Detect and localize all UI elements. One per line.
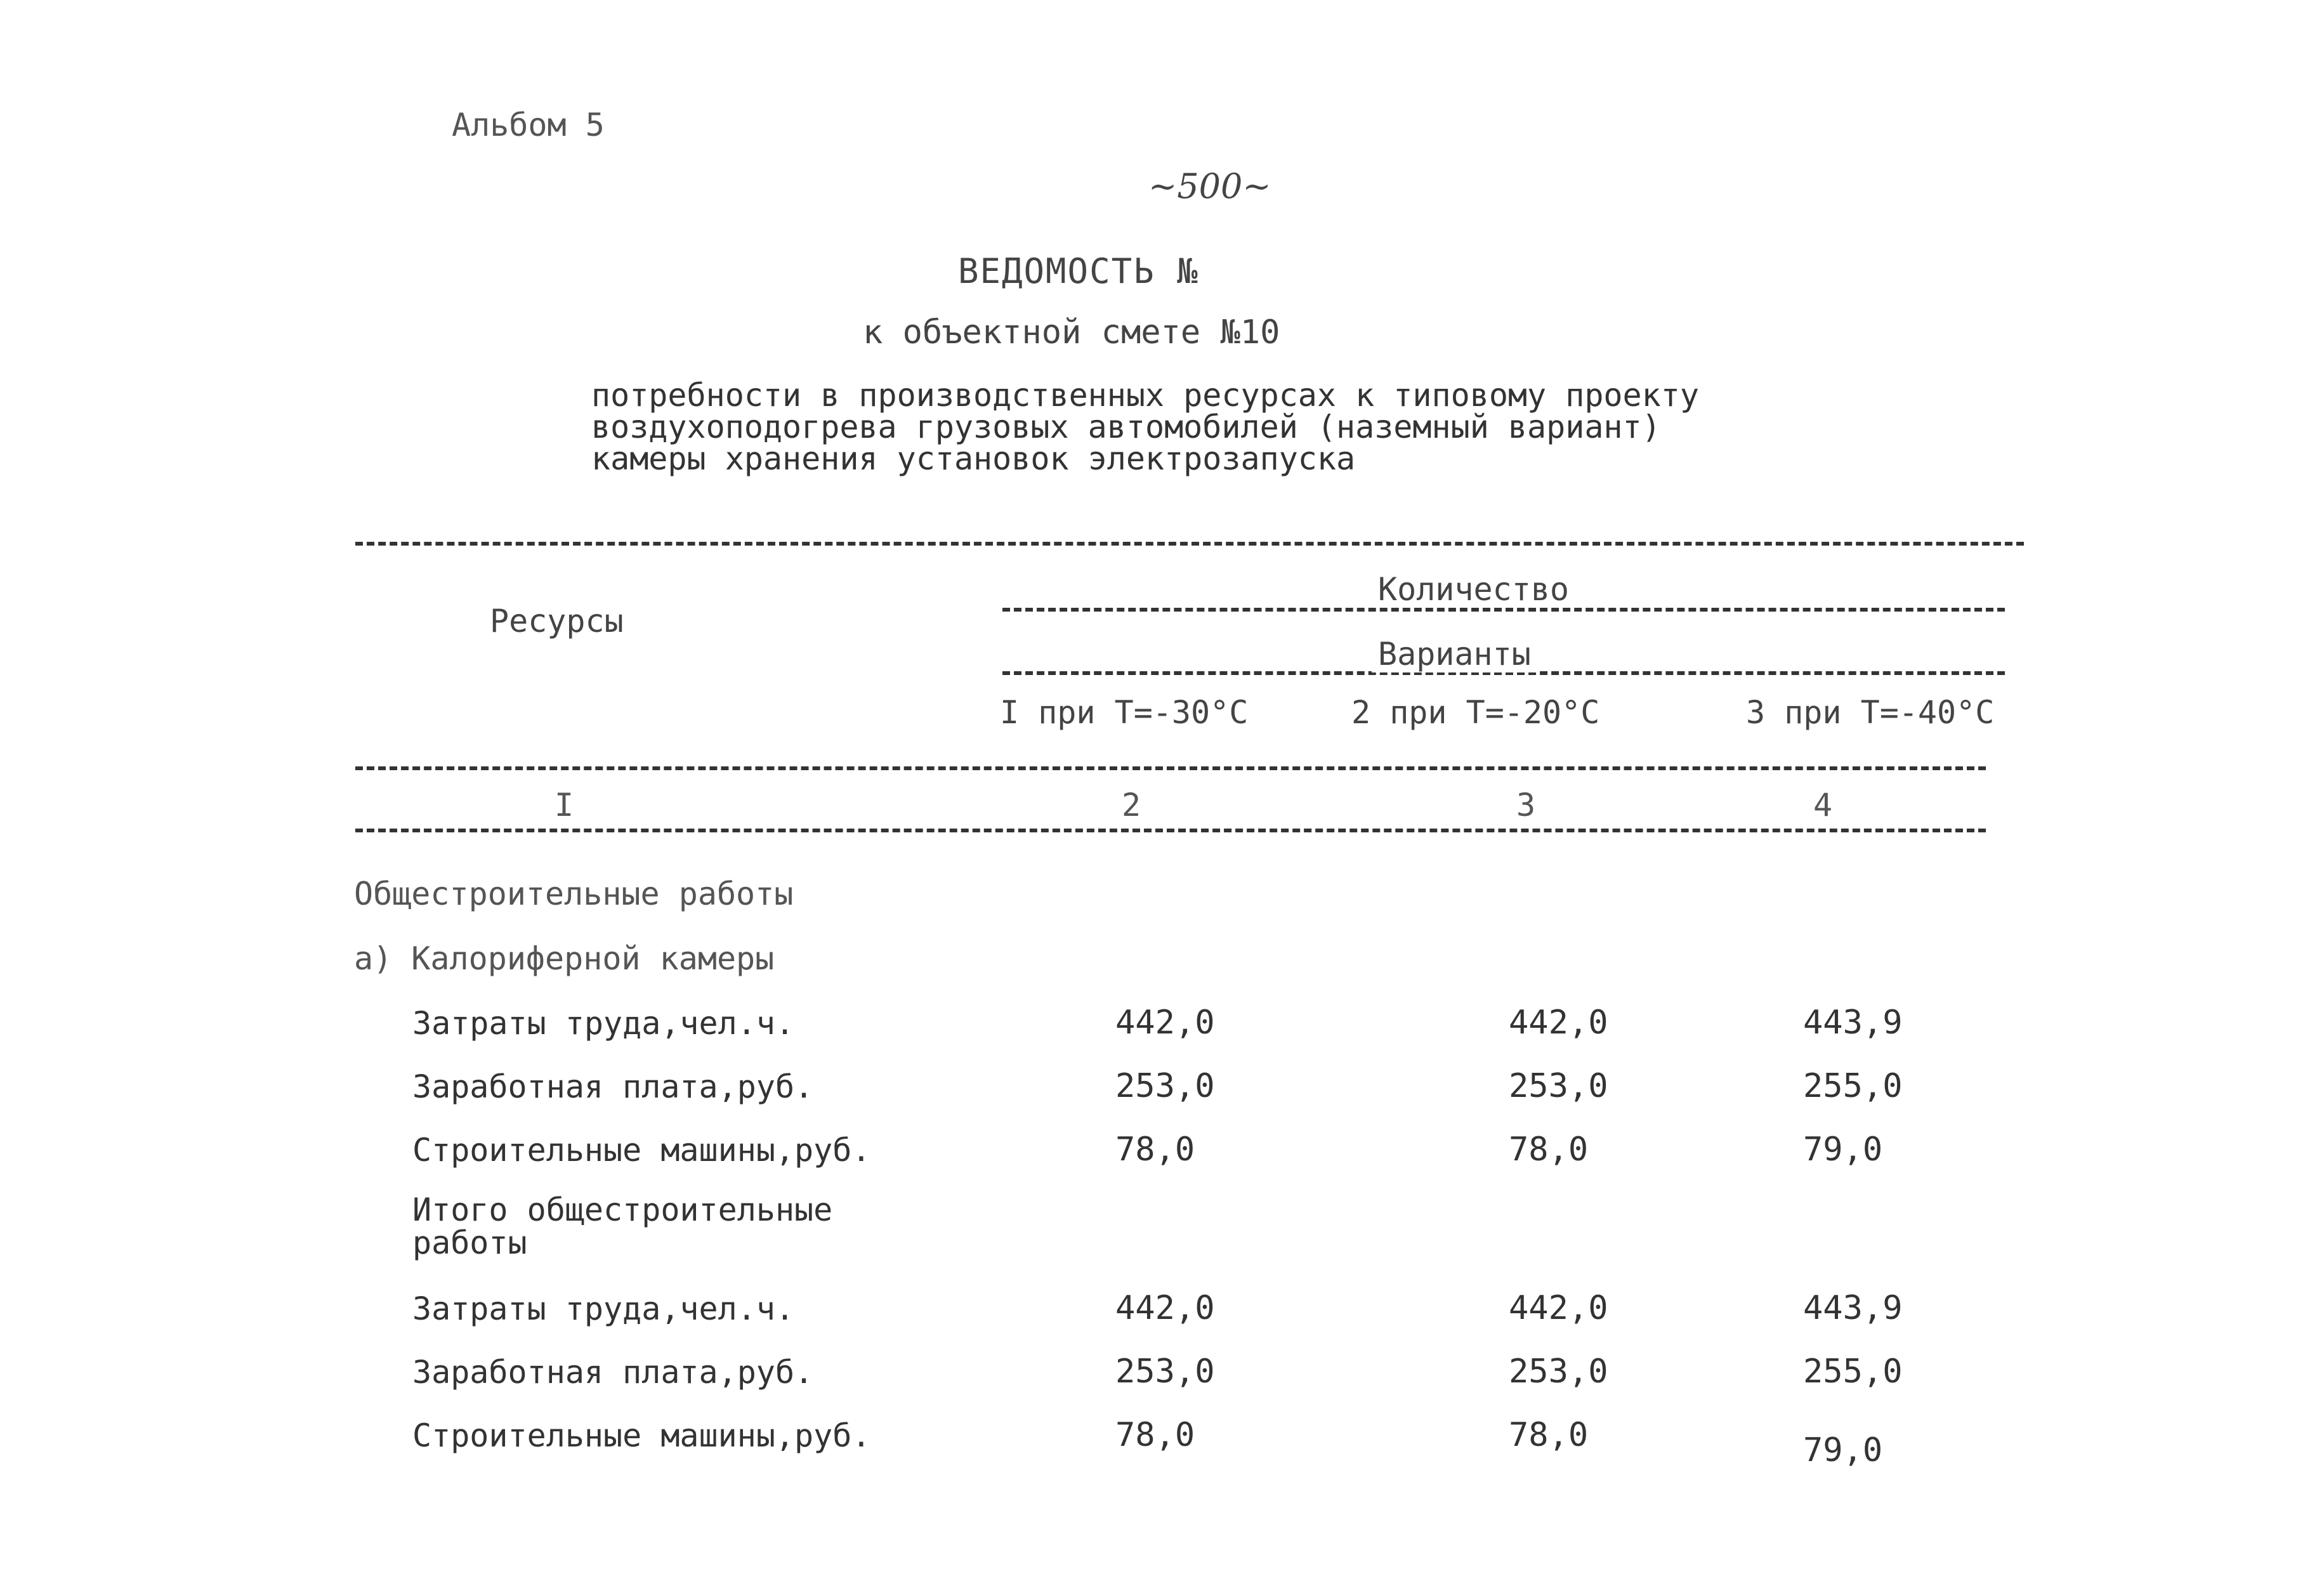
quantity-header: Количество [1372, 571, 1575, 608]
variant-1-label: I при Т=-30 [1000, 694, 1211, 731]
row-value-variant-2: 442,0 [1509, 1289, 1608, 1327]
resources-header: Ресурсы [490, 603, 624, 639]
row-value-variant-3: 79,0 [1803, 1431, 1883, 1469]
variant-2-header [1351, 694, 1599, 731]
row-value-variant-1: 78,0 [1115, 1131, 1195, 1169]
variant-1-unit: °С [1210, 694, 1249, 731]
column-number-3: 3 [1511, 787, 1540, 823]
document-title: ВЕДОМОСТЬ № [958, 251, 1199, 291]
variant-3-label: 3 при Т=-40 [1746, 694, 1957, 731]
description-line-1: потребности в производственных ресурсах к типовому проекту [591, 377, 1699, 414]
row-value-variant-1: 253,0 [1115, 1353, 1215, 1391]
estimate-reference: к объектной смете №10 [863, 313, 1280, 351]
album-label: Альбом 5 [452, 107, 605, 143]
row-value-variant-3: 255,0 [1803, 1353, 1903, 1391]
row-value-variant-3: 79,0 [1803, 1131, 1883, 1169]
row-value-variant-2: 442,0 [1509, 1004, 1608, 1042]
row-label: Затраты труда,чел.ч. [412, 1290, 795, 1327]
column-number-2: 2 [1117, 787, 1146, 823]
subsection-title: а) Калориферной камеры [354, 940, 775, 977]
row-value-variant-2: 253,0 [1509, 1353, 1608, 1391]
row-value-variant-1: 442,0 [1115, 1004, 1215, 1042]
header-bottom-rule [355, 766, 1986, 770]
description-line-3: камеры хранения установок электрозапуска [591, 440, 1356, 477]
row-value-variant-2: 253,0 [1509, 1067, 1608, 1105]
row-value-variant-3: 255,0 [1803, 1067, 1903, 1105]
row-label: Строительные машины,руб. [412, 1132, 871, 1169]
row-label: Заработная плата,руб. [412, 1068, 814, 1105]
description-line-2: воздухоподогрева грузовых автомобилей (наземный вариант) [591, 409, 1661, 445]
column-number-1: I [549, 787, 579, 823]
row-label: Строительные машины,руб. [412, 1417, 871, 1454]
total-title-line-2: работы [412, 1224, 527, 1261]
row-label: Затраты труда,чел.ч. [412, 1005, 795, 1042]
row-label: Заработная плата,руб. [412, 1354, 814, 1391]
table-top-rule [355, 542, 2024, 546]
row-value-variant-2: 78,0 [1509, 1131, 1589, 1169]
document-description [591, 379, 1699, 475]
variant-2-unit: °С [1561, 694, 1600, 731]
variant-3-unit: °С [1956, 694, 1995, 731]
column-number-4: 4 [1808, 787, 1837, 823]
row-value-variant-3: 443,9 [1803, 1289, 1903, 1327]
variant-2-label: 2 при Т=-20 [1351, 694, 1562, 731]
row-value-variant-1: 442,0 [1115, 1289, 1215, 1327]
column-numbers-rule [355, 829, 1986, 832]
row-value-variant-1: 78,0 [1115, 1416, 1195, 1454]
row-value-variant-1: 253,0 [1115, 1067, 1215, 1105]
quantity-rule [1002, 608, 2005, 612]
section-title: Общестроительные работы [354, 876, 794, 912]
variant-1-header [1000, 694, 1248, 731]
variants-header: Варианты [1372, 636, 1537, 672]
page-number: ~500~ [1148, 166, 1271, 206]
row-value-variant-3: 443,9 [1803, 1004, 1903, 1042]
total-title-line-1: Итого общестроительные [412, 1191, 833, 1228]
variant-3-header [1746, 694, 1994, 731]
row-value-variant-2: 78,0 [1509, 1416, 1589, 1454]
